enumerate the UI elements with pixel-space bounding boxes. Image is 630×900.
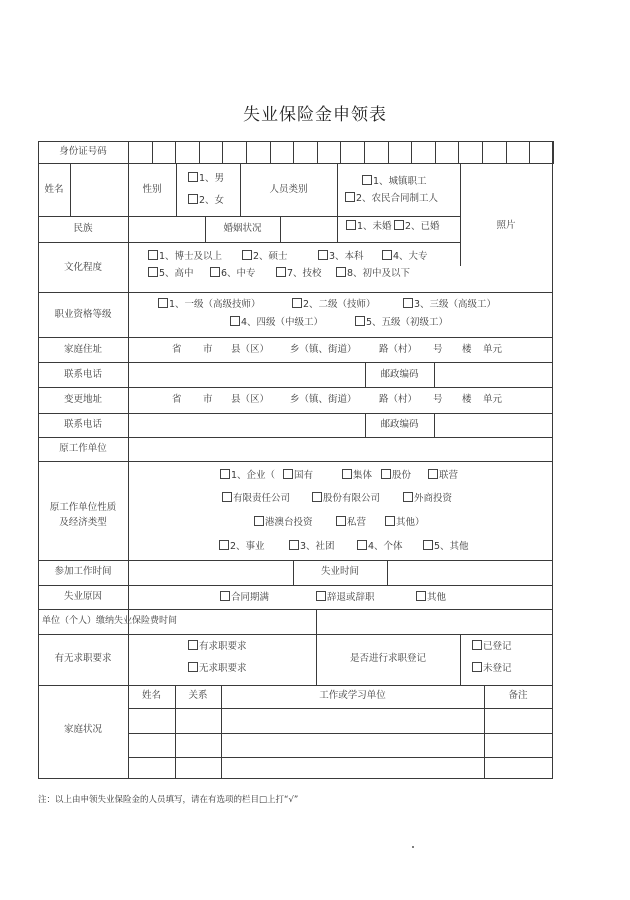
- nature-other-2[interactable]: [423, 540, 469, 553]
- scan-speck: [412, 846, 414, 848]
- changed-address-town: 乡（镇、街道）: [290, 394, 357, 405]
- checkbox[interactable]: [394, 220, 404, 230]
- table-rule: [38, 163, 553, 164]
- job-wish-label: 有无求职要求: [54, 653, 112, 664]
- checkbox[interactable]: [158, 298, 168, 308]
- checkbox[interactable]: [423, 540, 433, 550]
- job-wish-yes[interactable]: [188, 640, 247, 653]
- table-rule: [38, 609, 553, 610]
- checkbox[interactable]: [219, 540, 229, 550]
- nature-foreign[interactable]: [403, 492, 452, 505]
- checkbox-label: 2、农民合同制工人: [356, 193, 439, 204]
- checkbox[interactable]: [362, 175, 372, 185]
- id-digit-cell: [364, 141, 365, 164]
- id-digit-cell: [553, 141, 554, 164]
- nature-llc[interactable]: [222, 492, 290, 505]
- checkbox[interactable]: [472, 662, 482, 672]
- checkbox-label: 2、硕士: [253, 251, 288, 262]
- checkbox-label: 集体: [353, 470, 373, 481]
- nature-social-org[interactable]: [289, 540, 335, 553]
- id-digit-cell: [293, 141, 294, 164]
- checkbox[interactable]: [316, 591, 326, 601]
- checkbox-label: 有求职要求: [199, 641, 247, 652]
- checkbox[interactable]: [336, 267, 346, 277]
- home-address-province: 省: [172, 344, 182, 355]
- id-digit-cell: [222, 141, 223, 164]
- checkbox[interactable]: [242, 250, 252, 260]
- checkbox[interactable]: [336, 516, 346, 526]
- checkbox-label: 1、一级（高级技师）: [169, 299, 261, 310]
- home-address-city: 市: [203, 344, 213, 355]
- table-rule: [434, 362, 435, 388]
- table-rule: [38, 685, 553, 686]
- family-header-relation: 关系: [188, 690, 208, 701]
- changed-address-county: 县（区）: [231, 394, 270, 405]
- checkbox-label: 2、事业: [230, 541, 265, 552]
- unemploy-reason-label: 失业原因: [63, 591, 102, 602]
- id-digit-cell: [458, 141, 459, 164]
- family-row-rule: [128, 757, 553, 758]
- nature-joint-venture[interactable]: [428, 469, 458, 482]
- checkbox-label: 2、已婚: [405, 221, 440, 232]
- nature-enterprise[interactable]: [220, 469, 275, 482]
- checkbox-label: 辞退或辞职: [327, 592, 375, 603]
- table-rule: [38, 362, 553, 363]
- qualification-label: 职业资格等级: [54, 309, 112, 320]
- id-digit-cell: [270, 141, 271, 164]
- checkbox[interactable]: [318, 250, 328, 260]
- name-label: 姓名: [44, 184, 64, 195]
- checkbox[interactable]: [382, 250, 392, 260]
- checkbox-label: 3、三级（高级工）: [414, 299, 497, 310]
- checkbox-label: 国有: [294, 470, 314, 481]
- education-option[interactable]: [242, 250, 288, 263]
- family-header-workplace: 工作或学习单位: [319, 690, 386, 701]
- postcode2-label: 邮政编码: [380, 419, 419, 430]
- checkbox-label: 已登记: [483, 641, 512, 652]
- qualification-level-3[interactable]: [403, 298, 496, 311]
- checkbox-label: 外商投资: [414, 493, 453, 504]
- table-rule: [38, 634, 553, 635]
- table-rule: [434, 413, 435, 438]
- checkbox[interactable]: [355, 316, 365, 326]
- checkbox-label: 7、技校: [287, 268, 322, 279]
- checkbox[interactable]: [345, 192, 355, 202]
- gender-male[interactable]: [188, 172, 224, 185]
- job-registered-yes[interactable]: [472, 640, 512, 653]
- checkbox-label: 5、高中: [159, 268, 194, 279]
- table-border-bottom: [38, 778, 553, 779]
- qualification-level-1[interactable]: [158, 298, 261, 311]
- education-option[interactable]: [382, 250, 428, 263]
- checkbox[interactable]: [312, 492, 322, 502]
- checkbox-label: 4、四级（中级工）: [241, 317, 324, 328]
- family-header-name: 姓名: [141, 690, 161, 701]
- checkbox-label: 港澳台投资: [265, 517, 313, 528]
- changed-address-building: 楼: [462, 394, 472, 405]
- checkbox[interactable]: [416, 591, 426, 601]
- prev-nature-label: 原工作单位性质及经济类型: [49, 502, 117, 528]
- table-rule: [337, 163, 338, 243]
- checkbox[interactable]: [357, 540, 367, 550]
- checkbox-label: 5、其他: [434, 541, 469, 552]
- nature-individual[interactable]: [357, 540, 403, 553]
- checkbox-label: 1、男: [199, 173, 225, 184]
- table-rule: [38, 387, 553, 388]
- nature-shareholding[interactable]: [312, 492, 380, 505]
- marital-label: 婚姻状况: [223, 223, 262, 234]
- checkbox[interactable]: [472, 640, 482, 650]
- id-digit-cell: [152, 141, 153, 164]
- family-header-remarks: 备注: [508, 690, 528, 701]
- type-urban-worker[interactable]: [362, 175, 427, 188]
- job-registered-label: 是否进行求职登记: [349, 653, 426, 664]
- phone-label: 联系电话: [63, 369, 102, 380]
- table-rule: [38, 216, 461, 217]
- table-rule: [176, 163, 177, 217]
- reason-dismissed-resigned[interactable]: [316, 591, 375, 604]
- changed-address-unit: 单元: [483, 394, 503, 405]
- footnote: 注：以上由申领失业保险金的人员填写，请在有选项的栏目□上打“√”: [38, 795, 299, 805]
- checkbox-label: 3、社团: [300, 541, 335, 552]
- education-label: 文化程度: [63, 262, 102, 273]
- nature-private[interactable]: [336, 516, 366, 529]
- id-digit-cell: [411, 141, 412, 164]
- changed-address-number: 号: [433, 394, 443, 405]
- checkbox-label: 未登记: [483, 663, 512, 674]
- checkbox[interactable]: [428, 469, 438, 479]
- checkbox-label: 3、本科: [329, 251, 364, 262]
- checkbox[interactable]: [222, 492, 232, 502]
- checkbox-label: 1、企业（: [231, 470, 276, 481]
- reason-other[interactable]: [416, 591, 446, 604]
- table-rule: [460, 634, 461, 686]
- checkbox[interactable]: [188, 172, 198, 182]
- home-address-label: 家庭住址: [63, 344, 102, 355]
- checkbox-label: 私营: [347, 517, 367, 528]
- checkbox-label: 6、中专: [221, 268, 256, 279]
- checkbox-label: 4、个体: [368, 541, 403, 552]
- checkbox[interactable]: [210, 267, 220, 277]
- marital-married[interactable]: [394, 220, 440, 233]
- qualification-level-4[interactable]: [230, 316, 323, 329]
- checkbox-label: 联营: [439, 470, 459, 481]
- qualification-level-5[interactable]: [355, 316, 448, 329]
- id-digit-cell: [317, 141, 318, 164]
- checkbox[interactable]: [289, 540, 299, 550]
- checkbox[interactable]: [346, 220, 356, 230]
- ethnicity-label: 民族: [73, 223, 93, 234]
- home-address-town: 乡（镇、街道）: [290, 344, 357, 355]
- prev-employer-label: 原工作单位: [59, 443, 107, 454]
- form-title: 失业保险金申领表: [243, 105, 387, 125]
- postcode-label: 邮政编码: [380, 369, 419, 380]
- checkbox[interactable]: [188, 640, 198, 650]
- table-rule: [38, 292, 553, 293]
- photo-box-left: [460, 163, 461, 266]
- family-row-rule: [128, 733, 553, 734]
- checkbox[interactable]: [283, 469, 293, 479]
- checkbox-label: 8、初中及以下: [347, 268, 411, 279]
- checkbox[interactable]: [188, 662, 198, 672]
- table-rule: [38, 337, 553, 338]
- checkbox-label: 股份有限公司: [323, 493, 381, 504]
- family-label: 家庭状况: [63, 724, 102, 735]
- table-rule: [38, 242, 461, 243]
- nature-collective[interactable]: [342, 469, 372, 482]
- checkbox[interactable]: [342, 469, 352, 479]
- home-address-road: 路（村）: [379, 344, 418, 355]
- table-rule: [316, 609, 317, 635]
- home-address-unit: 单元: [483, 344, 503, 355]
- nature-hk-mo-tw[interactable]: [254, 516, 313, 529]
- checkbox[interactable]: [220, 591, 230, 601]
- table-border-left: [38, 141, 39, 779]
- table-rule: [70, 163, 71, 217]
- table-rule: [38, 413, 553, 414]
- id-digit-cell: [246, 141, 247, 164]
- checkbox-label: 其他: [427, 592, 447, 603]
- id-digit-cell: [435, 141, 436, 164]
- family-row-rule: [128, 708, 553, 709]
- changed-address-province: 省: [172, 394, 182, 405]
- checkbox[interactable]: [385, 516, 395, 526]
- checkbox-label: 5、五级（初级工）: [366, 317, 449, 328]
- education-option[interactable]: [210, 267, 256, 280]
- table-rule: [38, 461, 553, 462]
- home-address-number: 号: [433, 344, 443, 355]
- checkbox-label: 其他）: [396, 517, 425, 528]
- table-border-right: [552, 141, 553, 779]
- checkbox[interactable]: [148, 267, 158, 277]
- id-digit-cell: [199, 141, 200, 164]
- unemploy-time-label: 失业时间: [320, 566, 359, 577]
- checkbox[interactable]: [148, 250, 158, 260]
- nature-public-institution[interactable]: [219, 540, 265, 553]
- photo-label: 照片: [496, 220, 516, 231]
- table-rule: [38, 560, 553, 561]
- checkbox-label: 1、未婚: [357, 221, 392, 232]
- id-number-label: 身份证号码: [59, 146, 107, 157]
- checkbox-label: 股份: [392, 470, 412, 481]
- work-start-label: 参加工作时间: [54, 566, 112, 577]
- table-rule: [128, 163, 129, 243]
- checkbox[interactable]: [188, 194, 198, 204]
- checkbox[interactable]: [254, 516, 264, 526]
- id-digit-cell: [388, 141, 389, 164]
- phone2-label: 联系电话: [63, 419, 102, 430]
- type-contract-farmer[interactable]: [345, 192, 438, 205]
- changed-address-label: 变更地址: [63, 394, 102, 405]
- checkbox[interactable]: [230, 316, 240, 326]
- checkbox[interactable]: [220, 469, 230, 479]
- checkbox[interactable]: [292, 298, 302, 308]
- nature-other[interactable]: [385, 516, 425, 529]
- table-rule: [38, 437, 553, 438]
- job-wish-no[interactable]: [188, 662, 247, 675]
- checkbox-label: 合同期满: [231, 592, 270, 603]
- nature-state-owned[interactable]: [283, 469, 313, 482]
- education-option[interactable]: [276, 267, 322, 280]
- gender-female[interactable]: [188, 194, 224, 207]
- checkbox-label: 4、大专: [393, 251, 428, 262]
- table-rule: [128, 141, 129, 164]
- changed-address-road: 路（村）: [379, 394, 418, 405]
- marital-single[interactable]: [346, 220, 392, 233]
- job-registered-no[interactable]: [472, 662, 512, 675]
- checkbox-label: 1、城镇职工: [373, 176, 427, 187]
- qualification-level-2[interactable]: [292, 298, 376, 311]
- gender-label: 性别: [142, 184, 162, 195]
- person-type-label: 人员类别: [269, 184, 308, 195]
- checkbox[interactable]: [276, 267, 286, 277]
- home-address-county: 县（区）: [231, 344, 270, 355]
- id-digit-cell: [340, 141, 341, 164]
- id-digit-cell: [175, 141, 176, 164]
- id-digit-cell: [506, 141, 507, 164]
- education-option[interactable]: [148, 267, 194, 280]
- checkbox-label: 2、二级（技师）: [303, 299, 376, 310]
- checkbox[interactable]: [403, 492, 413, 502]
- checkbox-label: 1、博士及以上: [159, 251, 223, 262]
- id-digit-cell: [482, 141, 483, 164]
- id-digit-cell: [529, 141, 530, 164]
- home-address-building: 楼: [462, 344, 472, 355]
- education-option[interactable]: [336, 267, 410, 280]
- table-rule: [280, 216, 281, 243]
- table-rule: [387, 560, 388, 586]
- insurance-time-label: 单位（个人）缴纳失业保险费时间: [42, 616, 178, 626]
- checkbox-label: 2、女: [199, 195, 225, 206]
- checkbox-label: 无求职要求: [199, 663, 247, 674]
- nature-joint-stock[interactable]: [381, 469, 411, 482]
- reason-contract-expired[interactable]: [220, 591, 269, 604]
- checkbox[interactable]: [403, 298, 413, 308]
- changed-address-city: 市: [203, 394, 213, 405]
- education-option[interactable]: [318, 250, 364, 263]
- checkbox[interactable]: [381, 469, 391, 479]
- checkbox-label: 有限责任公司: [233, 493, 291, 504]
- table-rule: [38, 585, 553, 586]
- education-option[interactable]: [148, 250, 222, 263]
- table-border-top: [38, 141, 553, 142]
